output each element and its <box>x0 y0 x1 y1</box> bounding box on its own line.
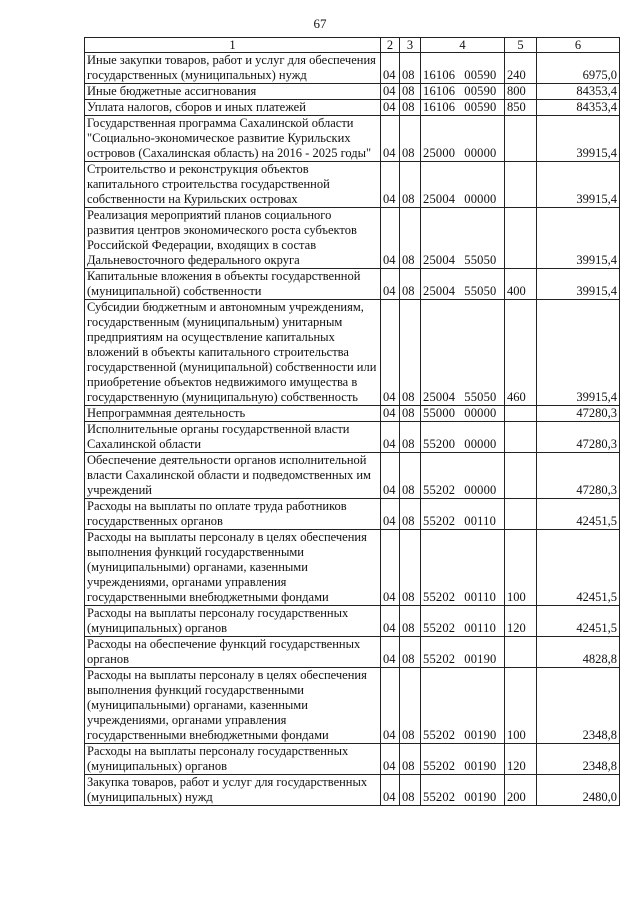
expense-type-code: 100 <box>505 530 537 606</box>
amount: 2480,0 <box>537 775 620 806</box>
target-article-part: 16106 <box>423 68 456 82</box>
target-article-part: 55202 <box>423 728 456 742</box>
table-row <box>85 775 620 806</box>
amount: 6975,0 <box>537 53 620 84</box>
table-row <box>85 53 620 84</box>
section-code: 04 <box>381 453 400 499</box>
expense-type-code: 460 <box>505 300 537 406</box>
subsection-code: 08 <box>400 269 421 300</box>
row-name: Иные бюджетные ассигнования <box>85 84 381 100</box>
row-name: Непрограммная деятельность <box>85 406 381 422</box>
subsection-code: 08 <box>400 53 421 84</box>
target-article-code <box>421 100 505 116</box>
budget-table <box>84 37 620 806</box>
expense-type-code: 400 <box>505 269 537 300</box>
section-code: 04 <box>381 744 400 775</box>
target-article-part: 25004 <box>423 390 456 404</box>
table-row <box>85 606 620 637</box>
subsection-code: 08 <box>400 162 421 208</box>
row-name: Расходы на выплаты по оплате труда работников государственных органов <box>85 499 381 530</box>
target-article-part: 00000 <box>464 483 497 497</box>
subsection-code: 08 <box>400 775 421 806</box>
target-article-part: 55000 <box>423 406 456 420</box>
table-row <box>85 499 620 530</box>
amount: 39915,4 <box>537 116 620 162</box>
target-article-part: 55202 <box>423 514 456 528</box>
amount: 47280,3 <box>537 453 620 499</box>
subsection-code: 08 <box>400 422 421 453</box>
target-article-part: 25004 <box>423 253 456 267</box>
target-article-part: 00000 <box>464 146 497 160</box>
target-article-code <box>421 269 505 300</box>
table-row <box>85 668 620 744</box>
expense-type-code: 120 <box>505 606 537 637</box>
target-article-part: 00110 <box>464 514 497 528</box>
subsection-code: 08 <box>400 208 421 269</box>
row-name: Субсидии бюджетным и автономным учреждениям, государственным (муниципальным) унитарным предприятиям на осуществление капитальных вложений в объекты капитального строительства государственной (муниципальной) собственности или приобретение объектов недвижимого имущества в государственную (муниципальную) собственность <box>85 300 381 406</box>
subsection-code: 08 <box>400 453 421 499</box>
target-article-part: 00590 <box>464 100 497 114</box>
target-article-code <box>421 300 505 406</box>
amount: 2348,8 <box>537 668 620 744</box>
row-name: Уплата налогов, сборов и иных платежей <box>85 100 381 116</box>
section-code: 04 <box>381 116 400 162</box>
target-article-part: 55202 <box>423 483 456 497</box>
row-name: Закупка товаров, работ и услуг для государственных (муниципальных) нужд <box>85 775 381 806</box>
table-row <box>85 300 620 406</box>
expense-type-code: 850 <box>505 100 537 116</box>
section-code: 04 <box>381 300 400 406</box>
target-article-code <box>421 668 505 744</box>
amount: 39915,4 <box>537 162 620 208</box>
expense-type-code <box>505 162 537 208</box>
section-code: 04 <box>381 499 400 530</box>
column-header: 2 <box>381 38 400 53</box>
table-row <box>85 422 620 453</box>
subsection-code: 08 <box>400 499 421 530</box>
amount: 84353,4 <box>537 84 620 100</box>
target-article-part: 25004 <box>423 284 456 298</box>
amount: 47280,3 <box>537 422 620 453</box>
row-name: Расходы на выплаты персоналу в целях обеспечения выполнения функций государственными (муниципальными) органами, казенными учреждениями, органами управления государственными внебюджетными фондами <box>85 530 381 606</box>
target-article-part: 16106 <box>423 84 456 98</box>
table-row <box>85 744 620 775</box>
target-article-code <box>421 775 505 806</box>
target-article-part: 55200 <box>423 437 456 451</box>
target-article-part: 00190 <box>464 790 497 804</box>
target-article-code <box>421 84 505 100</box>
row-name: Иные закупки товаров, работ и услуг для обеспечения государственных (муниципальных) нужд <box>85 53 381 84</box>
target-article-code <box>421 499 505 530</box>
amount: 2348,8 <box>537 744 620 775</box>
table-row <box>85 530 620 606</box>
section-code: 04 <box>381 422 400 453</box>
target-article-part: 00590 <box>464 84 497 98</box>
amount: 84353,4 <box>537 100 620 116</box>
amount: 42451,5 <box>537 499 620 530</box>
column-header: 3 <box>400 38 421 53</box>
expense-type-code <box>505 406 537 422</box>
target-article-part: 00590 <box>464 68 497 82</box>
expense-type-code: 120 <box>505 744 537 775</box>
column-header: 4 <box>421 38 505 53</box>
section-code: 04 <box>381 84 400 100</box>
target-article-code <box>421 530 505 606</box>
expense-type-code: 800 <box>505 84 537 100</box>
target-article-part: 00190 <box>464 652 497 666</box>
subsection-code: 08 <box>400 606 421 637</box>
column-header: 6 <box>537 38 620 53</box>
target-article-part: 55202 <box>423 759 456 773</box>
amount: 42451,5 <box>537 606 620 637</box>
section-code: 04 <box>381 606 400 637</box>
target-article-code <box>421 53 505 84</box>
amount: 47280,3 <box>537 406 620 422</box>
subsection-code: 08 <box>400 668 421 744</box>
row-name: Обеспечение деятельности органов исполнительной власти Сахалинской области и подведомственных им учреждений <box>85 453 381 499</box>
section-code: 04 <box>381 53 400 84</box>
subsection-code: 08 <box>400 637 421 668</box>
target-article-part: 00190 <box>464 728 497 742</box>
section-code: 04 <box>381 162 400 208</box>
expense-type-code: 240 <box>505 53 537 84</box>
subsection-code: 08 <box>400 84 421 100</box>
section-code: 04 <box>381 775 400 806</box>
subsection-code: 08 <box>400 406 421 422</box>
row-name: Капитальные вложения в объекты государственной (муниципальной) собственности <box>85 269 381 300</box>
target-article-part: 55050 <box>464 253 497 267</box>
target-article-part: 55202 <box>423 621 456 635</box>
table-row <box>85 637 620 668</box>
column-header: 5 <box>505 38 537 53</box>
target-article-part: 16106 <box>423 100 456 114</box>
section-code: 04 <box>381 208 400 269</box>
target-article-part: 00000 <box>464 192 497 206</box>
subsection-code: 08 <box>400 300 421 406</box>
table-row <box>85 269 620 300</box>
subsection-code: 08 <box>400 744 421 775</box>
target-article-part: 00000 <box>464 406 497 420</box>
target-article-code <box>421 162 505 208</box>
table-row <box>85 208 620 269</box>
row-name: Расходы на выплаты персоналу в целях обеспечения выполнения функций государственными (муниципальными) органами, казенными учреждениями, органами управления государственными внебюджетными фондами <box>85 668 381 744</box>
target-article-code <box>421 453 505 499</box>
page-number: 67 <box>313 16 327 31</box>
target-article-code <box>421 116 505 162</box>
table-row <box>85 116 620 162</box>
target-article-part: 55202 <box>423 652 456 666</box>
amount: 39915,4 <box>537 208 620 269</box>
target-article-part: 00190 <box>464 759 497 773</box>
expense-type-code <box>505 116 537 162</box>
target-article-code <box>421 606 505 637</box>
section-code: 04 <box>381 530 400 606</box>
target-article-code <box>421 406 505 422</box>
table-header-row <box>85 38 620 53</box>
section-code: 04 <box>381 668 400 744</box>
table-row <box>85 406 620 422</box>
target-article-part: 00000 <box>464 437 497 451</box>
expense-type-code <box>505 208 537 269</box>
expense-type-code: 100 <box>505 668 537 744</box>
subsection-code: 08 <box>400 100 421 116</box>
expense-type-code <box>505 499 537 530</box>
expense-type-code <box>505 453 537 499</box>
row-name: Реализация мероприятий планов социального развития центров экономического роста субъектов Российской Федерации, входящих в состав Дальневосточного федерального округа <box>85 208 381 269</box>
section-code: 04 <box>381 406 400 422</box>
amount: 4828,8 <box>537 637 620 668</box>
amount: 39915,4 <box>537 269 620 300</box>
expense-type-code <box>505 422 537 453</box>
target-article-part: 00110 <box>464 590 497 604</box>
target-article-code <box>421 208 505 269</box>
table-row <box>85 84 620 100</box>
table-row <box>85 453 620 499</box>
subsection-code: 08 <box>400 116 421 162</box>
row-name: Государственная программа Сахалинской области "Социально-экономическое развитие Курильских островов (Сахалинская область) на 2016 - 2025 годы" <box>85 116 381 162</box>
section-code: 04 <box>381 269 400 300</box>
subsection-code: 08 <box>400 530 421 606</box>
amount: 39915,4 <box>537 300 620 406</box>
target-article-part: 25000 <box>423 146 456 160</box>
expense-type-code: 200 <box>505 775 537 806</box>
target-article-code <box>421 744 505 775</box>
target-article-part: 55050 <box>464 390 497 404</box>
target-article-code <box>421 637 505 668</box>
section-code: 04 <box>381 100 400 116</box>
target-article-part: 00110 <box>464 621 497 635</box>
target-article-part: 25004 <box>423 192 456 206</box>
target-article-part: 55202 <box>423 790 456 804</box>
column-header: 1 <box>85 38 381 53</box>
row-name: Расходы на выплаты персоналу государственных (муниципальных) органов <box>85 606 381 637</box>
target-article-part: 55202 <box>423 590 456 604</box>
row-name: Расходы на выплаты персоналу государственных (муниципальных) органов <box>85 744 381 775</box>
expense-type-code <box>505 637 537 668</box>
section-code: 04 <box>381 637 400 668</box>
amount: 42451,5 <box>537 530 620 606</box>
table-row <box>85 100 620 116</box>
target-article-part: 55050 <box>464 284 497 298</box>
row-name: Расходы на обеспечение функций государственных органов <box>85 637 381 668</box>
target-article-code <box>421 422 505 453</box>
row-name: Строительство и реконструкция объектов капитального строительства государственной собственности на Курильских островах <box>85 162 381 208</box>
table-row <box>85 162 620 208</box>
row-name: Исполнительные органы государственной власти Сахалинской области <box>85 422 381 453</box>
